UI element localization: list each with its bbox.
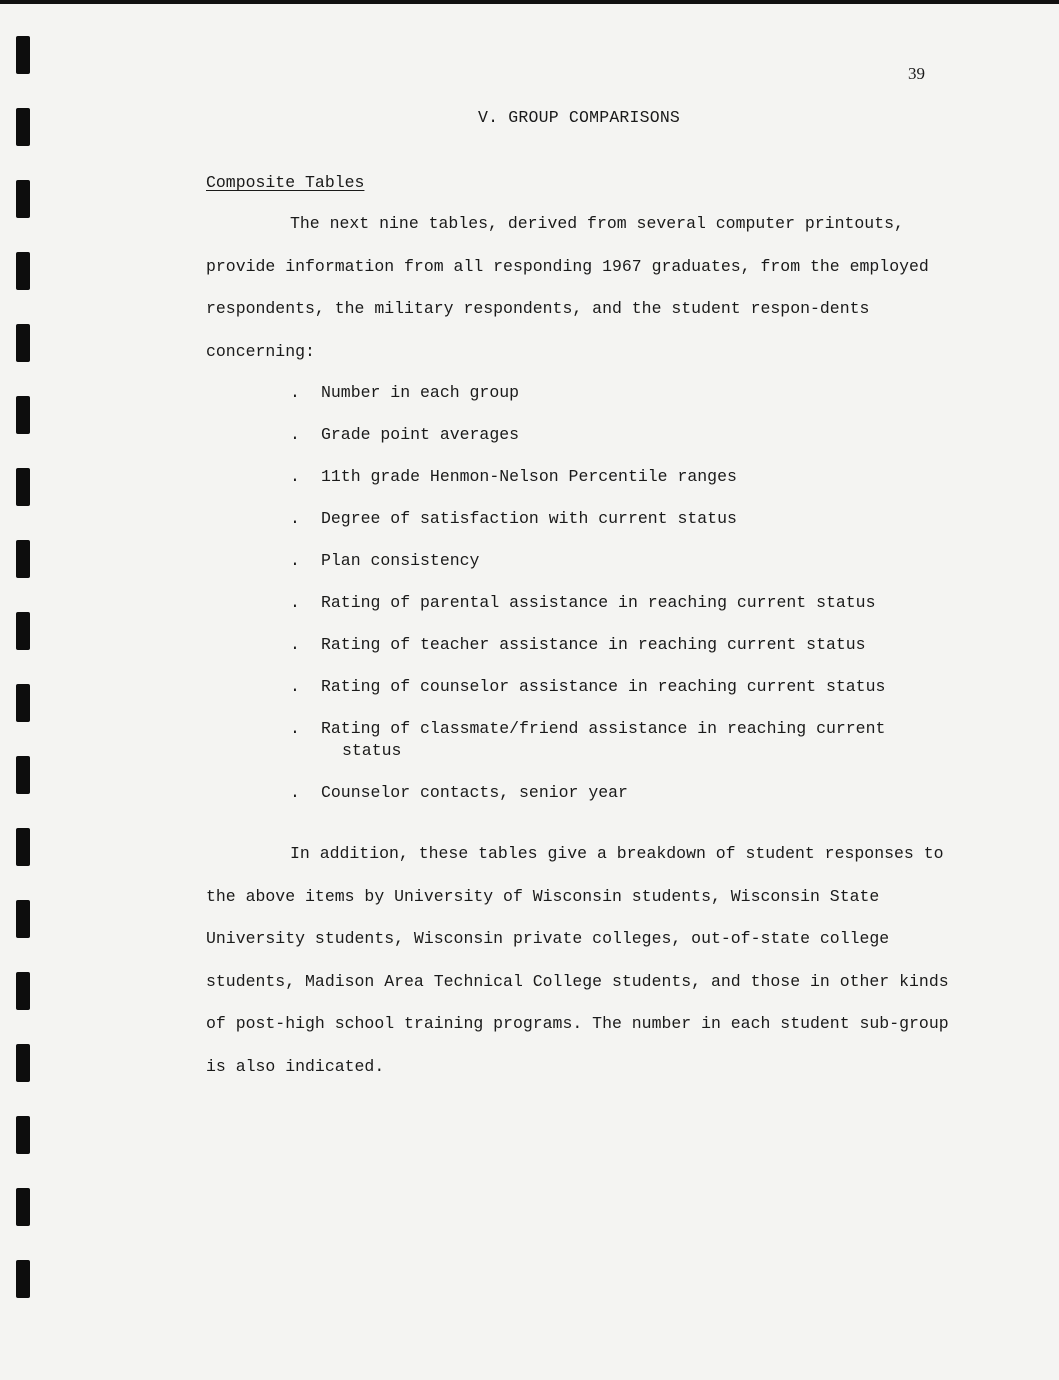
- list-item: [290, 550, 950, 572]
- binding-mark: [16, 252, 30, 290]
- bullet-dot: .: [290, 635, 300, 654]
- list-item: [290, 424, 950, 446]
- binding-mark: [16, 756, 30, 794]
- binding-mark: [16, 972, 30, 1010]
- binding-mark: [16, 1116, 30, 1154]
- binding-mark: [16, 36, 30, 74]
- binding-mark: [16, 468, 30, 506]
- list-item: [290, 718, 941, 762]
- bullet-dot: .: [290, 383, 300, 402]
- intro-paragraph: The next nine tables, derived from several computer printouts, provide information from all responding 1967 graduates, from the employed respondents, the military respondents, and the student respon-dents concerning:: [206, 214, 929, 361]
- binding-mark: [16, 1260, 30, 1298]
- subheading: Composite Tables: [206, 173, 365, 192]
- list-item: [290, 382, 950, 404]
- scan-top-edge: [0, 0, 1059, 4]
- binding-mark: [16, 828, 30, 866]
- list-item: [290, 782, 950, 804]
- bullet-dot: .: [290, 467, 300, 486]
- bullet-dot: .: [290, 425, 300, 444]
- list-item-text: Number in each group: [321, 383, 520, 402]
- bullet-dot: .: [290, 551, 300, 570]
- bullet-dot: .: [290, 509, 300, 528]
- binding-marks: [16, 36, 32, 1332]
- list-item: [290, 592, 950, 614]
- list-item-text: Rating of teacher assistance in reaching current status: [321, 635, 866, 654]
- binding-mark: [16, 612, 30, 650]
- list-item-text: Plan consistency: [321, 551, 480, 570]
- binding-mark: [16, 396, 30, 434]
- binding-mark: [16, 540, 30, 578]
- list-item-text: Grade point averages: [321, 425, 520, 444]
- binding-mark: [16, 684, 30, 722]
- list-item-text: Rating of classmate/friend assistance in reaching current status: [321, 719, 886, 760]
- list-item: [290, 508, 950, 530]
- section-title: V. GROUP COMPARISONS: [478, 108, 681, 127]
- list-item-text: Rating of counselor assistance in reaching current status: [321, 677, 886, 696]
- binding-mark: [16, 1044, 30, 1082]
- bullet-dot: .: [290, 719, 300, 738]
- bullet-dot: .: [290, 783, 300, 802]
- list-item: [290, 634, 950, 656]
- list-item: [290, 676, 950, 698]
- bullet-list: [290, 382, 950, 804]
- breakdown-paragraph: In addition, these tables give a breakdown of student responses to the above items by University of Wisconsin students, Wisconsin State University students, Wisconsin private colleges, out-of-state college students, Madison Area Technical College students, and those in other kinds of post-high school training programs. The number in each student sub-group is also indicated.: [206, 844, 949, 1076]
- binding-mark: [16, 1188, 30, 1226]
- binding-mark: [16, 180, 30, 218]
- list-item: [290, 466, 950, 488]
- list-item-text: Degree of satisfaction with current status: [321, 509, 737, 528]
- bullet-dot: .: [290, 677, 300, 696]
- page-number: 39: [908, 64, 925, 83]
- binding-mark: [16, 324, 30, 362]
- list-item-text: Counselor contacts, senior year: [321, 783, 628, 802]
- binding-mark: [16, 108, 30, 146]
- list-item-text: Rating of parental assistance in reaching current status: [321, 593, 876, 612]
- bullet-dot: .: [290, 593, 300, 612]
- binding-mark: [16, 900, 30, 938]
- list-item-text: 11th grade Henmon-Nelson Percentile ranges: [321, 467, 737, 486]
